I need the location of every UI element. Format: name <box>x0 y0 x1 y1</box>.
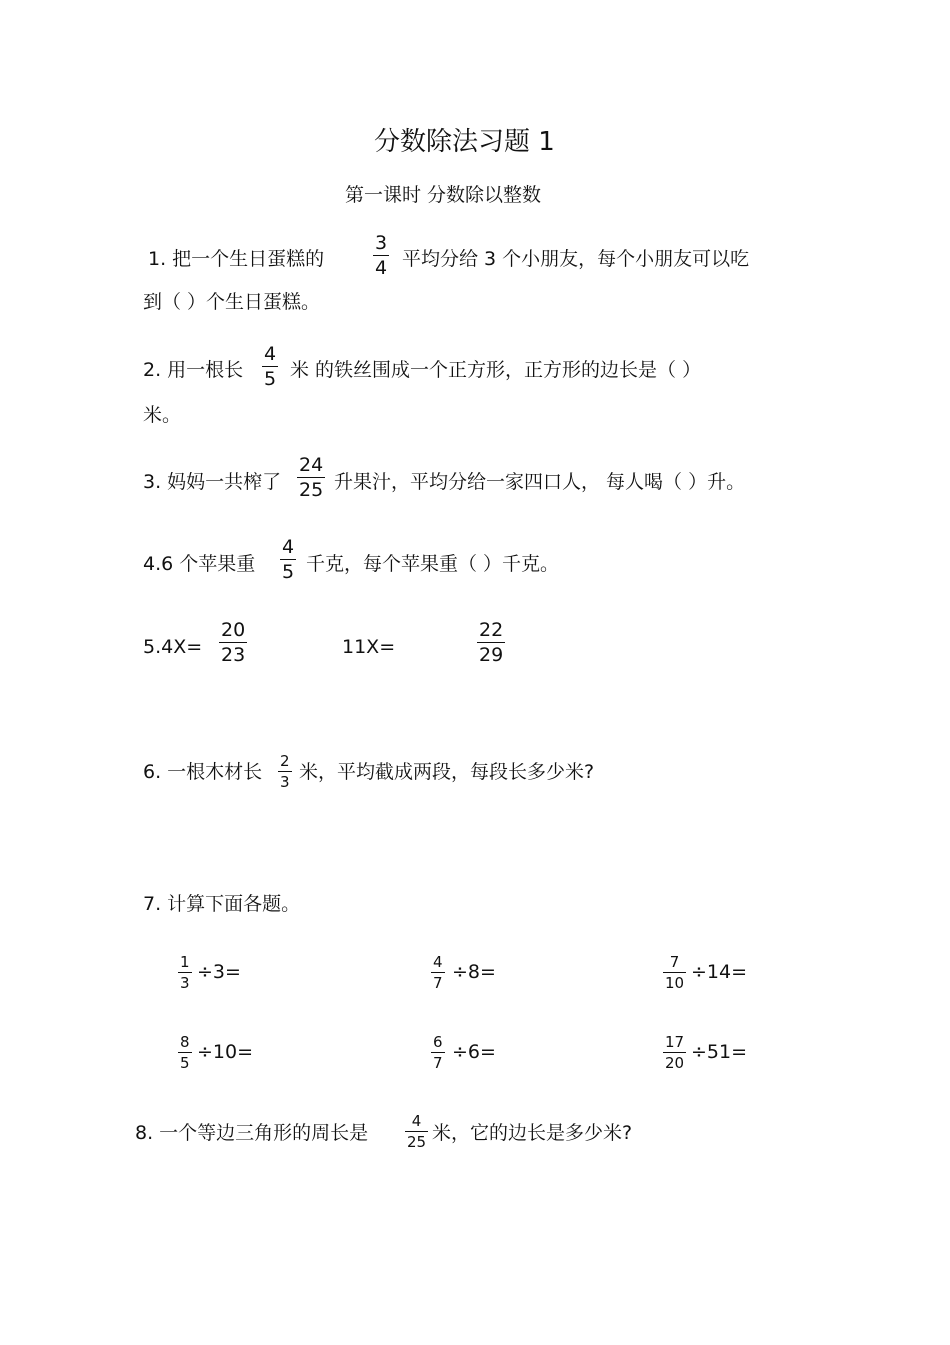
q7-item-numerator: 17 <box>665 1033 685 1051</box>
q7-item-denominator: 7 <box>433 1054 443 1072</box>
page-subtitle: 第一课时 分数除以整数 <box>345 184 542 206</box>
q7-item-fraction <box>663 1035 686 1071</box>
q7-item-denominator: 10 <box>665 974 685 992</box>
q2-suffix: 米 的铁丝围成一个正方形，正方形的边长是（ ） <box>290 359 702 381</box>
q7-item-numerator: 7 <box>669 953 680 971</box>
q5-right-numerator: 22 <box>479 619 504 641</box>
q4-numerator: 4 <box>282 536 295 558</box>
q7-item-denominator: 7 <box>433 974 443 992</box>
q7-item-fraction <box>663 955 686 991</box>
q7-item-denominator: 3 <box>180 974 190 992</box>
q7-item-fraction <box>431 955 445 991</box>
q5-right-fraction <box>477 621 505 665</box>
q7-item-expression: ÷8= <box>452 961 496 983</box>
q7-item-numerator: 6 <box>433 1033 443 1051</box>
q5-left-fraction <box>219 621 247 665</box>
q4-suffix: 千克，每个苹果重（ ）千克。 <box>306 553 560 575</box>
q8-prefix: 8. 一个等边三角形的周长是 <box>135 1122 369 1144</box>
q3-fraction <box>297 456 325 500</box>
q7-item-expression: ÷14= <box>691 961 748 983</box>
q5-left-label: 5.4X= <box>143 636 203 658</box>
q2-denominator: 5 <box>264 368 277 390</box>
q7-item-expression: ÷3= <box>197 961 241 983</box>
page-title: 分数除法习题 1 <box>374 127 555 157</box>
q7-heading: 7. 计算下面各题。 <box>143 893 301 915</box>
q5-left-numerator: 20 <box>221 619 246 641</box>
q5-left-denominator: 23 <box>221 644 246 666</box>
q7-item-expression: ÷6= <box>452 1041 496 1063</box>
q4-fraction <box>280 538 296 582</box>
q1-prefix: 1. 把一个生日蛋糕的 <box>148 248 325 270</box>
q2-line2: 米。 <box>143 404 182 426</box>
q2-prefix: 2. 用一根长 <box>143 359 244 381</box>
q4-denominator: 5 <box>282 561 295 583</box>
q7-item-denominator: 20 <box>665 1054 685 1072</box>
q8-denominator: 25 <box>407 1133 427 1151</box>
q7-item-expression: ÷10= <box>197 1041 254 1063</box>
q3-denominator: 25 <box>299 479 324 501</box>
q2-numerator: 4 <box>264 343 277 365</box>
q3-numerator: 24 <box>299 454 324 476</box>
q8-numerator: 4 <box>411 1112 422 1130</box>
q6-prefix: 6. 一根木材长 <box>143 761 263 783</box>
q7-item-denominator: 5 <box>180 1054 190 1072</box>
q7-item-fraction <box>431 1035 445 1071</box>
q1-fraction <box>373 234 389 278</box>
q6-numerator: 2 <box>280 752 290 770</box>
q5-right-label: 11X= <box>342 636 396 658</box>
q2-fraction <box>262 345 278 389</box>
q6-suffix: 米，平均截成两段，每段长多少米? <box>299 761 595 783</box>
q1-numerator: 3 <box>375 232 388 254</box>
q7-item-numerator: 8 <box>180 1033 190 1051</box>
q3-suffix: 升果汁，平均分给一家四口人， 每人喝（ ）升。 <box>334 471 746 493</box>
q7-item-numerator: 1 <box>180 953 190 971</box>
q8-suffix: 米，它的边长是多少米? <box>432 1122 633 1144</box>
q7-item-expression: ÷51= <box>691 1041 748 1063</box>
q1-denominator: 4 <box>375 257 388 279</box>
q6-fraction <box>278 754 292 790</box>
q5-right-denominator: 29 <box>479 644 504 666</box>
q1-suffix: 平均分给 3 个小朋友，每个小朋友可以吃 <box>402 248 750 270</box>
q3-prefix: 3. 妈妈一共榨了 <box>143 471 282 493</box>
q7-item-fraction <box>178 955 192 991</box>
q8-fraction <box>405 1114 428 1150</box>
q4-prefix: 4.6 个苹果重 <box>143 553 256 575</box>
q7-item-numerator: 4 <box>433 953 443 971</box>
q6-denominator: 3 <box>280 773 290 791</box>
q1-line2: 到（ ）个生日蛋糕。 <box>143 291 321 313</box>
q7-item-fraction <box>178 1035 192 1071</box>
